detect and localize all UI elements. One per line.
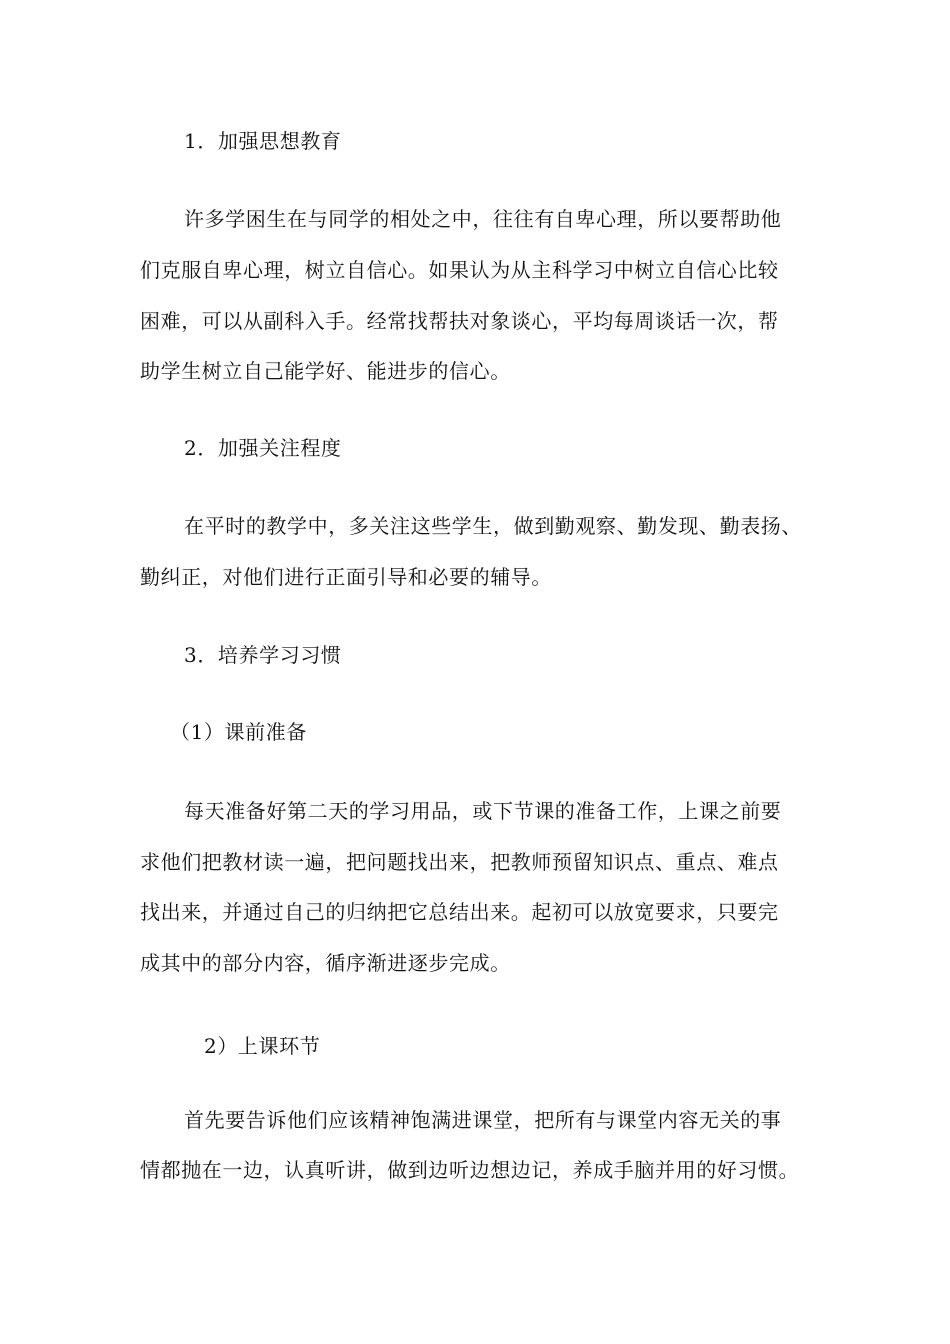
section-heading-1: 1．加强思想教育 — [184, 129, 342, 153]
paragraph-1-line-1: 许多学困生在与同学的相处之中，往往有自卑心理，所以要帮助他 — [184, 207, 782, 231]
paragraph-3-line-4: 成其中的部分内容，循序渐进逐步完成。 — [140, 951, 511, 975]
paragraph-1-line-4: 助学生树立自己能学好、能进步的信心。 — [140, 359, 511, 383]
paragraph-4-line-1: 首先要告诉他们应该精神饱满进课堂，把所有与课堂内容无关的事 — [184, 1108, 782, 1132]
paragraph-2-line-2: 勤纠正，对他们进行正面引导和必要的辅导。 — [140, 565, 552, 589]
subsection-heading-1: （1）课前准备 — [170, 720, 307, 744]
paragraph-3-line-3: 找出来，并通过自己的归纳把它总结出来。起初可以放宽要求，只要完 — [140, 900, 779, 924]
section-heading-2: 2．加强关注程度 — [184, 436, 342, 460]
paragraph-3-line-2: 求他们把教材读一遍，把问题找出来，把教师预留知识点、重点、难点 — [140, 850, 779, 874]
section-heading-3: 3．培养学习习惯 — [184, 643, 342, 667]
paragraph-3-line-1: 每天准备好第二天的学习用品，或下节课的准备工作，上课之前要 — [184, 799, 782, 823]
subsection-heading-2: 2）上课环节 — [204, 1034, 321, 1058]
paragraph-4-line-2: 情都抛在一边，认真听讲，做到边听边想边记，养成手脑并用的好习惯。 — [140, 1158, 800, 1182]
paragraph-1-line-2: 们克服自卑心理，树立自信心。如果认为从主科学习中树立自信心比较 — [140, 258, 779, 282]
paragraph-2-line-1: 在平时的教学中，多关注这些学生，做到勤观察、勤发现、勤表扬、 — [184, 514, 802, 538]
paragraph-1-line-3: 困难，可以从副科入手。经常找帮扶对象谈心，平均每周谈话一次，帮 — [140, 309, 779, 333]
